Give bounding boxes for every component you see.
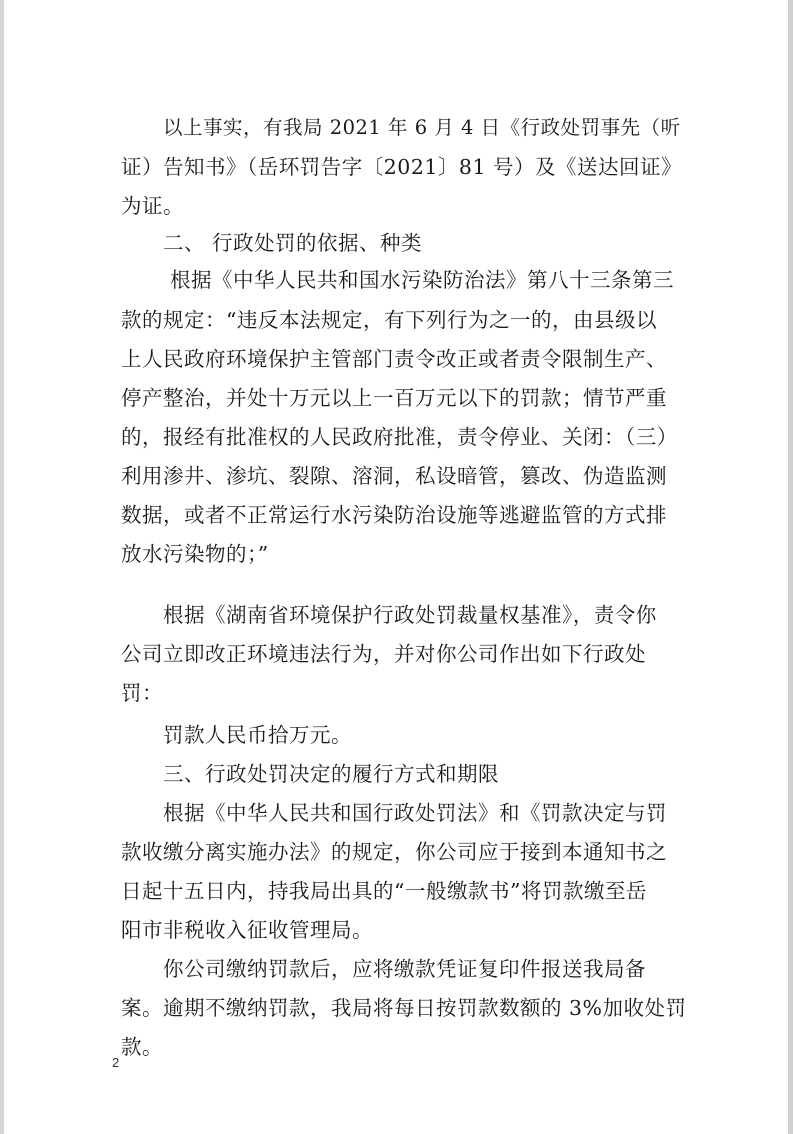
text-line: 公司立即改正环境违法行为，并对你公司作出如下行政处 (121, 642, 646, 666)
text-line: 案。逾期不缴纳罚款，我局将每日按罚款数额的 3%加收处罚 (121, 996, 687, 1020)
text-line: 根据《中华人民共和国行政处罚法》和《罚款决定与罚 (163, 801, 667, 825)
text-line: 停产整治，并处十万元以上一百万元以下的罚款；情节严重 (121, 386, 667, 410)
scan-edge-left (0, 0, 4, 1134)
text-line: 罚： (121, 681, 163, 705)
page-number: 2 (112, 1055, 120, 1070)
text-line: 款的规定：“违反本法规定，有下列行为之一的，由县级以 (121, 308, 657, 332)
text-line: 日起十五日内，持我局出具的“一般缴款书”将罚款缴至岳 (121, 879, 647, 903)
scan-edge-right (788, 0, 793, 1134)
text-line: 根据《湖南省环境保护行政处罚裁量权基准》，责令你 (163, 603, 657, 627)
text-line: 为证。 (121, 194, 184, 218)
section-heading-execution: 三、行政处罚决定的履行方式和期限 (163, 762, 499, 786)
text-line: 证）告知书》（岳环罚告字〔2021〕81 号）及《送达回证》 (121, 155, 683, 179)
penalty-amount: 罚款人民币拾万元。 (163, 723, 352, 747)
text-line: 你公司缴纳罚款后，应将缴款凭证复印件报送我局备 (163, 957, 646, 981)
text-line: 数据，或者不正常运行水污染防治设施等逃避监管的方式排 (121, 503, 667, 527)
section-heading-basis: 二、 行政处罚的依据、种类 (163, 231, 423, 255)
text-line: 以上事实，有我局 2021 年 6 月 4 日《行政处罚事先（听 (163, 116, 681, 139)
text-line: 根据《中华人民共和国水污染防治法》第八十三条第三 (170, 268, 674, 292)
text-line: 的，报经有批准权的人民政府批准，责令停业、关闭：（三） (121, 425, 678, 449)
text-line: 利用渗井、渗坑、裂隙、溶洞，私设暗管，篡改、伪造监测 (121, 464, 667, 488)
text-line: 款收缴分离实施办法》的规定，你公司应于接到本通知书之 (121, 840, 667, 864)
text-line: 上人民政府环境保护主管部门责令改正或者责令限制生产、 (121, 347, 667, 371)
text-line: 放水污染物的；” (121, 542, 269, 566)
text-line: 款。 (121, 1035, 163, 1059)
text-line: 阳市非税收入征收管理局。 (121, 918, 373, 942)
